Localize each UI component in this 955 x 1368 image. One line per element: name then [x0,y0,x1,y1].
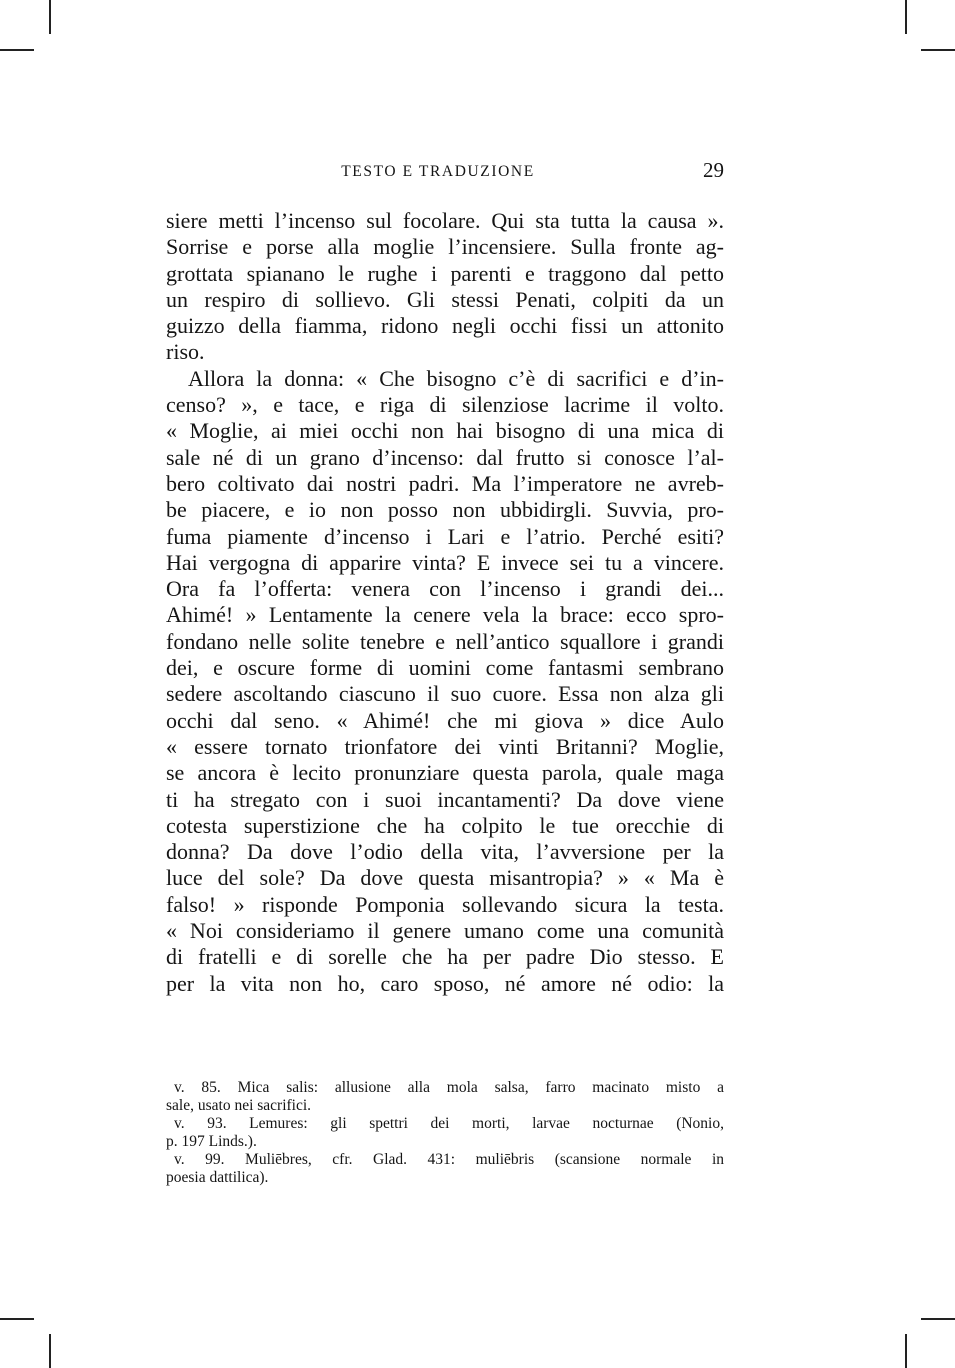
text-line: se ancora è lecito pronunziare questa parola, quale maga [166,760,724,786]
text-line: sale né di un grano d’incenso: dal frutto si conosce l’al- [166,444,724,470]
text-line: Ora fa l’offerta: venera con l’incenso i grandi dei... [166,576,724,602]
footnote-line: v. 99. Muliēbres, cfr. Glad. 431: muliēbris (scansione normale in [174,1151,724,1168]
text-line: fondano nelle solite tenebre e nell’antico squallore i grandi [166,628,724,654]
text-line: Ahimé! » Lentamente la cenere vela la brace: ecco spro- [166,602,724,628]
footnote-line: sale, usato nei sacrifici. [166,1097,312,1114]
text-line: censo? », e tace, e riga di silenziose lacrime il volto. [166,392,724,418]
text-line: bero coltivato dai nostri padri. Ma l’imperatore ne avreb- [166,470,724,496]
text-line: Allora la donna: « Che bisogno c’è di sacrifici e d’in- [188,365,724,391]
text-line: sedere ascoltando ciascuno il suo cuore. Essa non alza gli [166,681,724,707]
footnote-line: v. 85. Mica salis: allusione alla mola salsa, farro macinato misto a [174,1079,724,1096]
footnotes [166,1079,724,1187]
text-line: Sorrise e porse alla moglie l’incensiere. Sulla fronte ag- [166,234,724,260]
crop-mark-top-left-horizontal [0,49,34,51]
running-title: TESTO E TRADUZIONE [341,163,535,180]
footnote-line: v. 93. Lemures: gli spettri dei morti, larvae nocturnae (Nonio, [174,1115,724,1132]
text-line: di fratelli e di sorelle che ha per padre Dio stesso. E [166,944,724,970]
text-line: falso! » risponde Pomponia sollevando sicura la testa. [166,891,724,917]
text-line: guizzo della fiamma, ridono negli occhi fissi un attonito [166,313,724,339]
text-line: un respiro di sollievo. Gli stessi Penati, colpiti da un [166,286,724,312]
text-line: Hai vergogna di apparire vinta? E invece sei tu a vincere. [166,549,724,575]
text-line: occhi dal seno. « Ahimé! che mi giova » dice Aulo [166,707,724,733]
text-line: « essere tornato trionfatore dei vinti Britanni? Moglie, [166,733,724,759]
crop-mark-bottom-left-horizontal [0,1318,34,1320]
footnote-line: p. 197 Linds.). [166,1133,257,1150]
text-line: grottata spianano le rughe i parenti e traggono dal petto [166,260,724,286]
crop-mark-bottom-left [49,1334,51,1368]
text-line: cotesta superstizione che ha colpito le tue orecchie di [166,812,724,838]
footnote-line: poesia dattilica). [166,1169,269,1186]
text-line: « Noi consideriamo il genere umano come una comunità [166,918,724,944]
page-number: 29 [703,158,724,182]
crop-mark-top-right [905,0,907,34]
text-line: per la vita non ho, caro sposo, né amore né odio: la [166,970,724,996]
text-line: riso. [166,339,205,365]
crop-mark-bottom-right [905,1334,907,1368]
body-text [166,208,724,997]
crop-mark-top-left [49,0,51,34]
text-line: ti ha stregato con i suoi incantamenti? Da dove viene [166,786,724,812]
text-line: fuma piamente d’incenso i Lari e l’atrio. Perché esiti? [166,523,724,549]
text-line: dei, e oscure forme di uomini come fantasmi sembrano [166,655,724,681]
crop-mark-bottom-right-horizontal [921,1318,955,1320]
running-head [166,158,724,186]
text-line: donna? Da dove l’odio della vita, l’avversione per la [166,839,724,865]
text-line: luce del sole? Da dove questa misantropia? » « Ma è [166,865,724,891]
text-line: be piacere, e io non posso non ubbidirgli. Suvvia, pro- [166,497,724,523]
text-line: siere metti l’incenso sul focolare. Qui sta tutta la causa ». [166,208,724,233]
text-line: « Moglie, ai miei occhi non hai bisogno di una mica di [166,418,724,444]
crop-mark-top-right-horizontal [921,49,955,51]
